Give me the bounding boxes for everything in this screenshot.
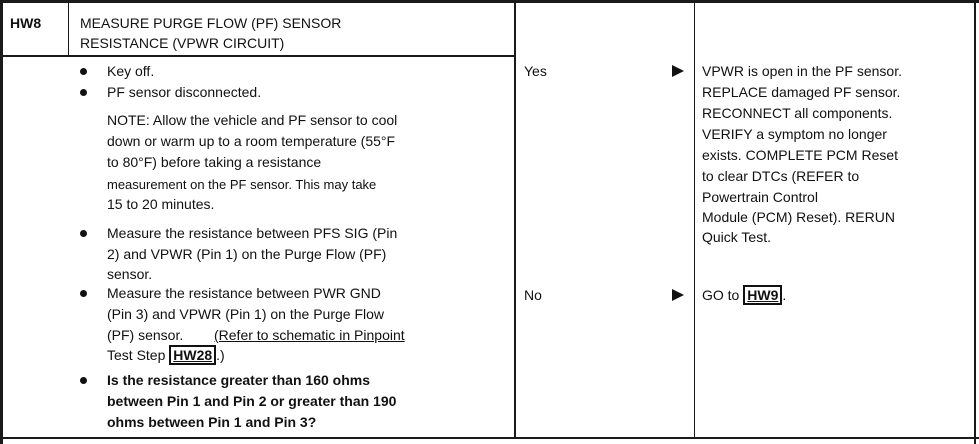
question-line: Is the resistance greater than 160 ohms	[107, 372, 370, 388]
bullet-marker	[80, 68, 87, 75]
yes-action-line: Module (PCM) Reset). RERUN	[702, 209, 895, 225]
result-yes-label: Yes	[524, 63, 547, 79]
yes-action-line: Quick Test.	[702, 229, 771, 245]
no-action-suffix: .	[782, 287, 787, 303]
test-step-label: Test Step	[107, 347, 166, 363]
note-line: NOTE: Allow the vehicle and PF sensor to cool	[107, 112, 398, 128]
step-title-line-1: MEASURE PURGE FLOW (PF) SENSOR	[80, 15, 342, 31]
bullet-marker	[80, 230, 87, 237]
result-no-label: No	[524, 287, 542, 303]
action-measure-pin3-line: (PF) sensor.	[107, 327, 184, 343]
action-measure-pin2-line: 2) and VPWR (Pin 1) on the Purge Flow (PF)	[107, 246, 387, 262]
action-measure-pin3-line: Measure the resistance between PWR GND	[107, 285, 381, 301]
yes-action-line: to clear DTCs (REFER to	[702, 168, 860, 184]
title-bottom-divider	[3, 55, 515, 57]
no-action-prefix: GO to	[702, 287, 740, 303]
hw28-link[interactable]: HW28	[169, 345, 216, 365]
bullet-marker	[80, 290, 87, 297]
table-border-bottom	[0, 437, 979, 439]
yes-action-line: REPLACE damaged PF sensor.	[702, 84, 901, 100]
table-border-top	[0, 0, 979, 3]
yes-action-line: RECONNECT all components.	[702, 105, 893, 121]
step-title-line-2: RESISTANCE (VPWR CIRCUIT)	[80, 35, 285, 51]
yes-action-line: exists. COMPLETE PCM Reset	[702, 147, 899, 163]
note-line: 15 to 20 minutes.	[107, 196, 215, 212]
schematic-reference-text: (Refer to schematic in Pinpoint	[214, 327, 405, 343]
step-id-divider	[68, 0, 69, 56]
action-sensor-disconnected: PF sensor disconnected.	[107, 84, 262, 100]
table-border-left	[0, 0, 3, 444]
yes-action-line: VPWR is open in the PF sensor.	[702, 63, 902, 79]
action-measure-pin3-line: (Pin 3) and VPWR (Pin 1) on the Purge Flow	[107, 306, 385, 322]
yes-action-line: VERIFY a symptom no longer	[702, 126, 887, 142]
hw9-link[interactable]: HW9	[743, 285, 782, 305]
action-key-off: Key off.	[107, 63, 155, 79]
no-arrow-icon	[672, 289, 684, 301]
action-measure-pin2-line: Measure the resistance between PFS SIG (Pin	[107, 225, 398, 241]
test-step-reference-line	[107, 347, 225, 364]
question-line: between Pin 1 and Pin 2 or greater than 190	[107, 393, 397, 409]
note-line: down or warm up to a room temperature (55°F	[107, 133, 396, 149]
bullet-marker	[80, 89, 87, 96]
note-line: measurement on the PF sensor. This may take	[107, 177, 377, 192]
yes-action-line: Powertrain Control	[702, 189, 818, 205]
table-border-right	[974, 0, 976, 444]
action-measure-pin2-line: sensor.	[107, 266, 153, 282]
reference-close: .)	[216, 347, 225, 363]
result-column-divider	[694, 0, 695, 439]
bullet-marker	[80, 377, 87, 384]
question-line: ohms between Pin 1 and Pin 3?	[107, 414, 317, 430]
step-id: HW8	[10, 15, 42, 31]
action-column-divider	[514, 0, 516, 439]
yes-arrow-icon	[672, 65, 684, 77]
no-action	[702, 287, 786, 304]
note-line: to 80°F) before taking a resistance	[107, 154, 322, 170]
